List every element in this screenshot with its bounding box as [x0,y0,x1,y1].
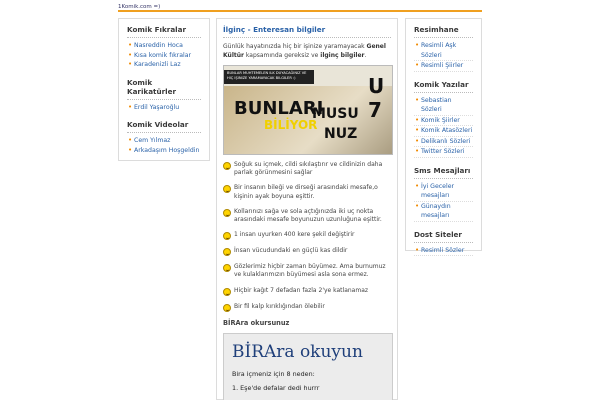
main-content [216,18,398,400]
link-komik-atasozleri[interactable]: • Komik Atasözleri [414,126,473,137]
link-twitter-sozleri[interactable]: • Twitter Sözleri [414,147,473,158]
section-title-dost-siteler: Dost Siteler [414,230,473,243]
nav-list-resimhane [414,41,473,72]
fact-text: Soğuk su içmek, cildi sıkılaştırır ve cildinizin daha parlak görünmesini sağlar [234,161,383,177]
graffiti-word: NUZ [324,126,358,142]
section-title-resimhane: Resimhane [414,25,473,38]
fact-item [223,287,391,296]
nav-list-fikralar [127,41,201,70]
fact-text: 1 insan uyurken 400 kere şekil değiştirir [234,231,355,239]
site-header-text[interactable]: 1Komik.com =) [118,4,161,10]
graffiti-word: BUNLARI [234,98,324,119]
intro-text-end: . [364,51,367,59]
fact-item [223,247,391,256]
fact-item [223,161,391,177]
intro-bold-ilginc-bilgiler: ilginç bilgiler [320,51,365,59]
fact-item [223,184,391,200]
board-title: BİRAra okuyun [232,341,363,362]
link-sebastian-sozleri[interactable]: • Sebastian Sözleri [414,96,473,116]
link-iyi-geceler[interactable]: • İyi Geceler mesajları [414,182,473,202]
nav-list-karikaturler [127,103,201,113]
fact-item [223,208,391,224]
section-title-komik-fikralar: Komik Fıkralar [127,25,201,38]
fact-text: Gözlerimiz hiçbir zaman büyümez. Ama burnumuz ve kulaklarımızın büyümesi asla sona ermez. [234,263,386,279]
smiley-icon [223,288,231,296]
smiley-icon [223,304,231,312]
link-komik-siirler[interactable]: • Komik Şiirler [414,116,473,127]
intro-text-middle: kapsamında gereksiz ve [243,51,321,59]
fact-item [223,303,391,312]
link-gunaydin[interactable]: • Günaydın mesajları [414,202,473,222]
fact-text: Bir fil kalp kırıklığından ölebilir [234,302,325,310]
link-cem-yilmaz[interactable]: • Cem Yılmaz [127,136,201,146]
fact-text: Kollarınızı sağa ve sola açtığınızda iki uç nokta arasındaki mesafe boyunuzun uzunluğuna eşittir. [234,207,382,224]
link-erdil-yasaroglu[interactable]: • Erdil Yaşaroğlu [127,103,201,113]
link-resimli-sozler[interactable]: • Resimli Sözler [414,246,473,257]
nav-list-sms [414,182,473,222]
smiley-icon [223,232,231,240]
link-nasreddin-hoca[interactable]: • Nasreddin Hoca [127,41,201,51]
intro-bold-genel-kultur: Genel Kültür [223,43,386,59]
board-line: Bira içmeniz için 8 neden: [232,369,315,378]
post-intro [223,43,391,60]
link-karadenizli-laz[interactable]: • Karadenizli Laz [127,60,201,70]
intro-text: Günlük hayatınızda hiç bir işinize yaramayacak [223,43,367,50]
nav-list-videolar [127,136,201,155]
right-sidebar [405,18,482,254]
left-sidebar [118,18,210,161]
smiley-icon [223,209,231,217]
link-arkadasim-hosgeldin[interactable]: • Arkadaşım Hoşgeldin [127,146,201,156]
link-resimli-ask-sozleri[interactable]: • Resimli Aşk Sözleri [414,41,473,61]
header-divider [118,10,482,12]
bira-image [223,333,393,400]
section-title-sms: Sms Mesajları [414,166,473,179]
fact-text: İnsan vücudundaki en güçlü kas dildir [234,247,348,255]
image-banner: BUNLAR MUHTEMELEN ILK DUYACAĞINIZ VE HIÇ IŞINIZE YARAMAYACAK BILGILER :) [224,70,314,84]
graffiti-word: BİLİYOR [264,118,318,132]
graffiti-word: MUSU [312,106,359,122]
fact-item [223,263,391,279]
nav-list-dost-siteler [414,246,473,257]
fact-text: Bir insanın bileği ve dirseği arasındaki mesafe,o kişinin ayak boyuna eşittir. [234,184,378,200]
link-delikanli-sozleri[interactable]: • Delikanlı Sözleri [414,137,473,148]
board-line: 1. Eşe'de defalar dedi hurrr [232,383,320,392]
section-subtitle: BİRAra okursunuz [223,318,290,327]
fact-text: Hiçbir kağıt 7 defadan fazla 2'ye katlanamaz [234,286,369,294]
smiley-icon [223,264,231,272]
link-resimli-siirler[interactable]: • Resimli Şiirler [414,61,473,72]
link-kisa-komik-fikralar[interactable]: • Kısa komik fıkralar [127,51,201,61]
post-title[interactable]: İlginç - Enteresan bilgiler [223,25,391,38]
fact-item [223,231,391,240]
section-title-karikaturler: Komik Karikatürler [127,78,201,100]
smiley-icon [223,248,231,256]
section-title-videolar: Komik Videolar [127,120,201,133]
smiley-icon [223,162,231,170]
smiley-icon [223,185,231,193]
graffiti-word: U 7 [368,74,385,122]
post-image [223,65,393,155]
nav-list-komik-yazilar [414,96,473,158]
section-title-komik-yazilar: Komik Yazılar [414,80,473,93]
